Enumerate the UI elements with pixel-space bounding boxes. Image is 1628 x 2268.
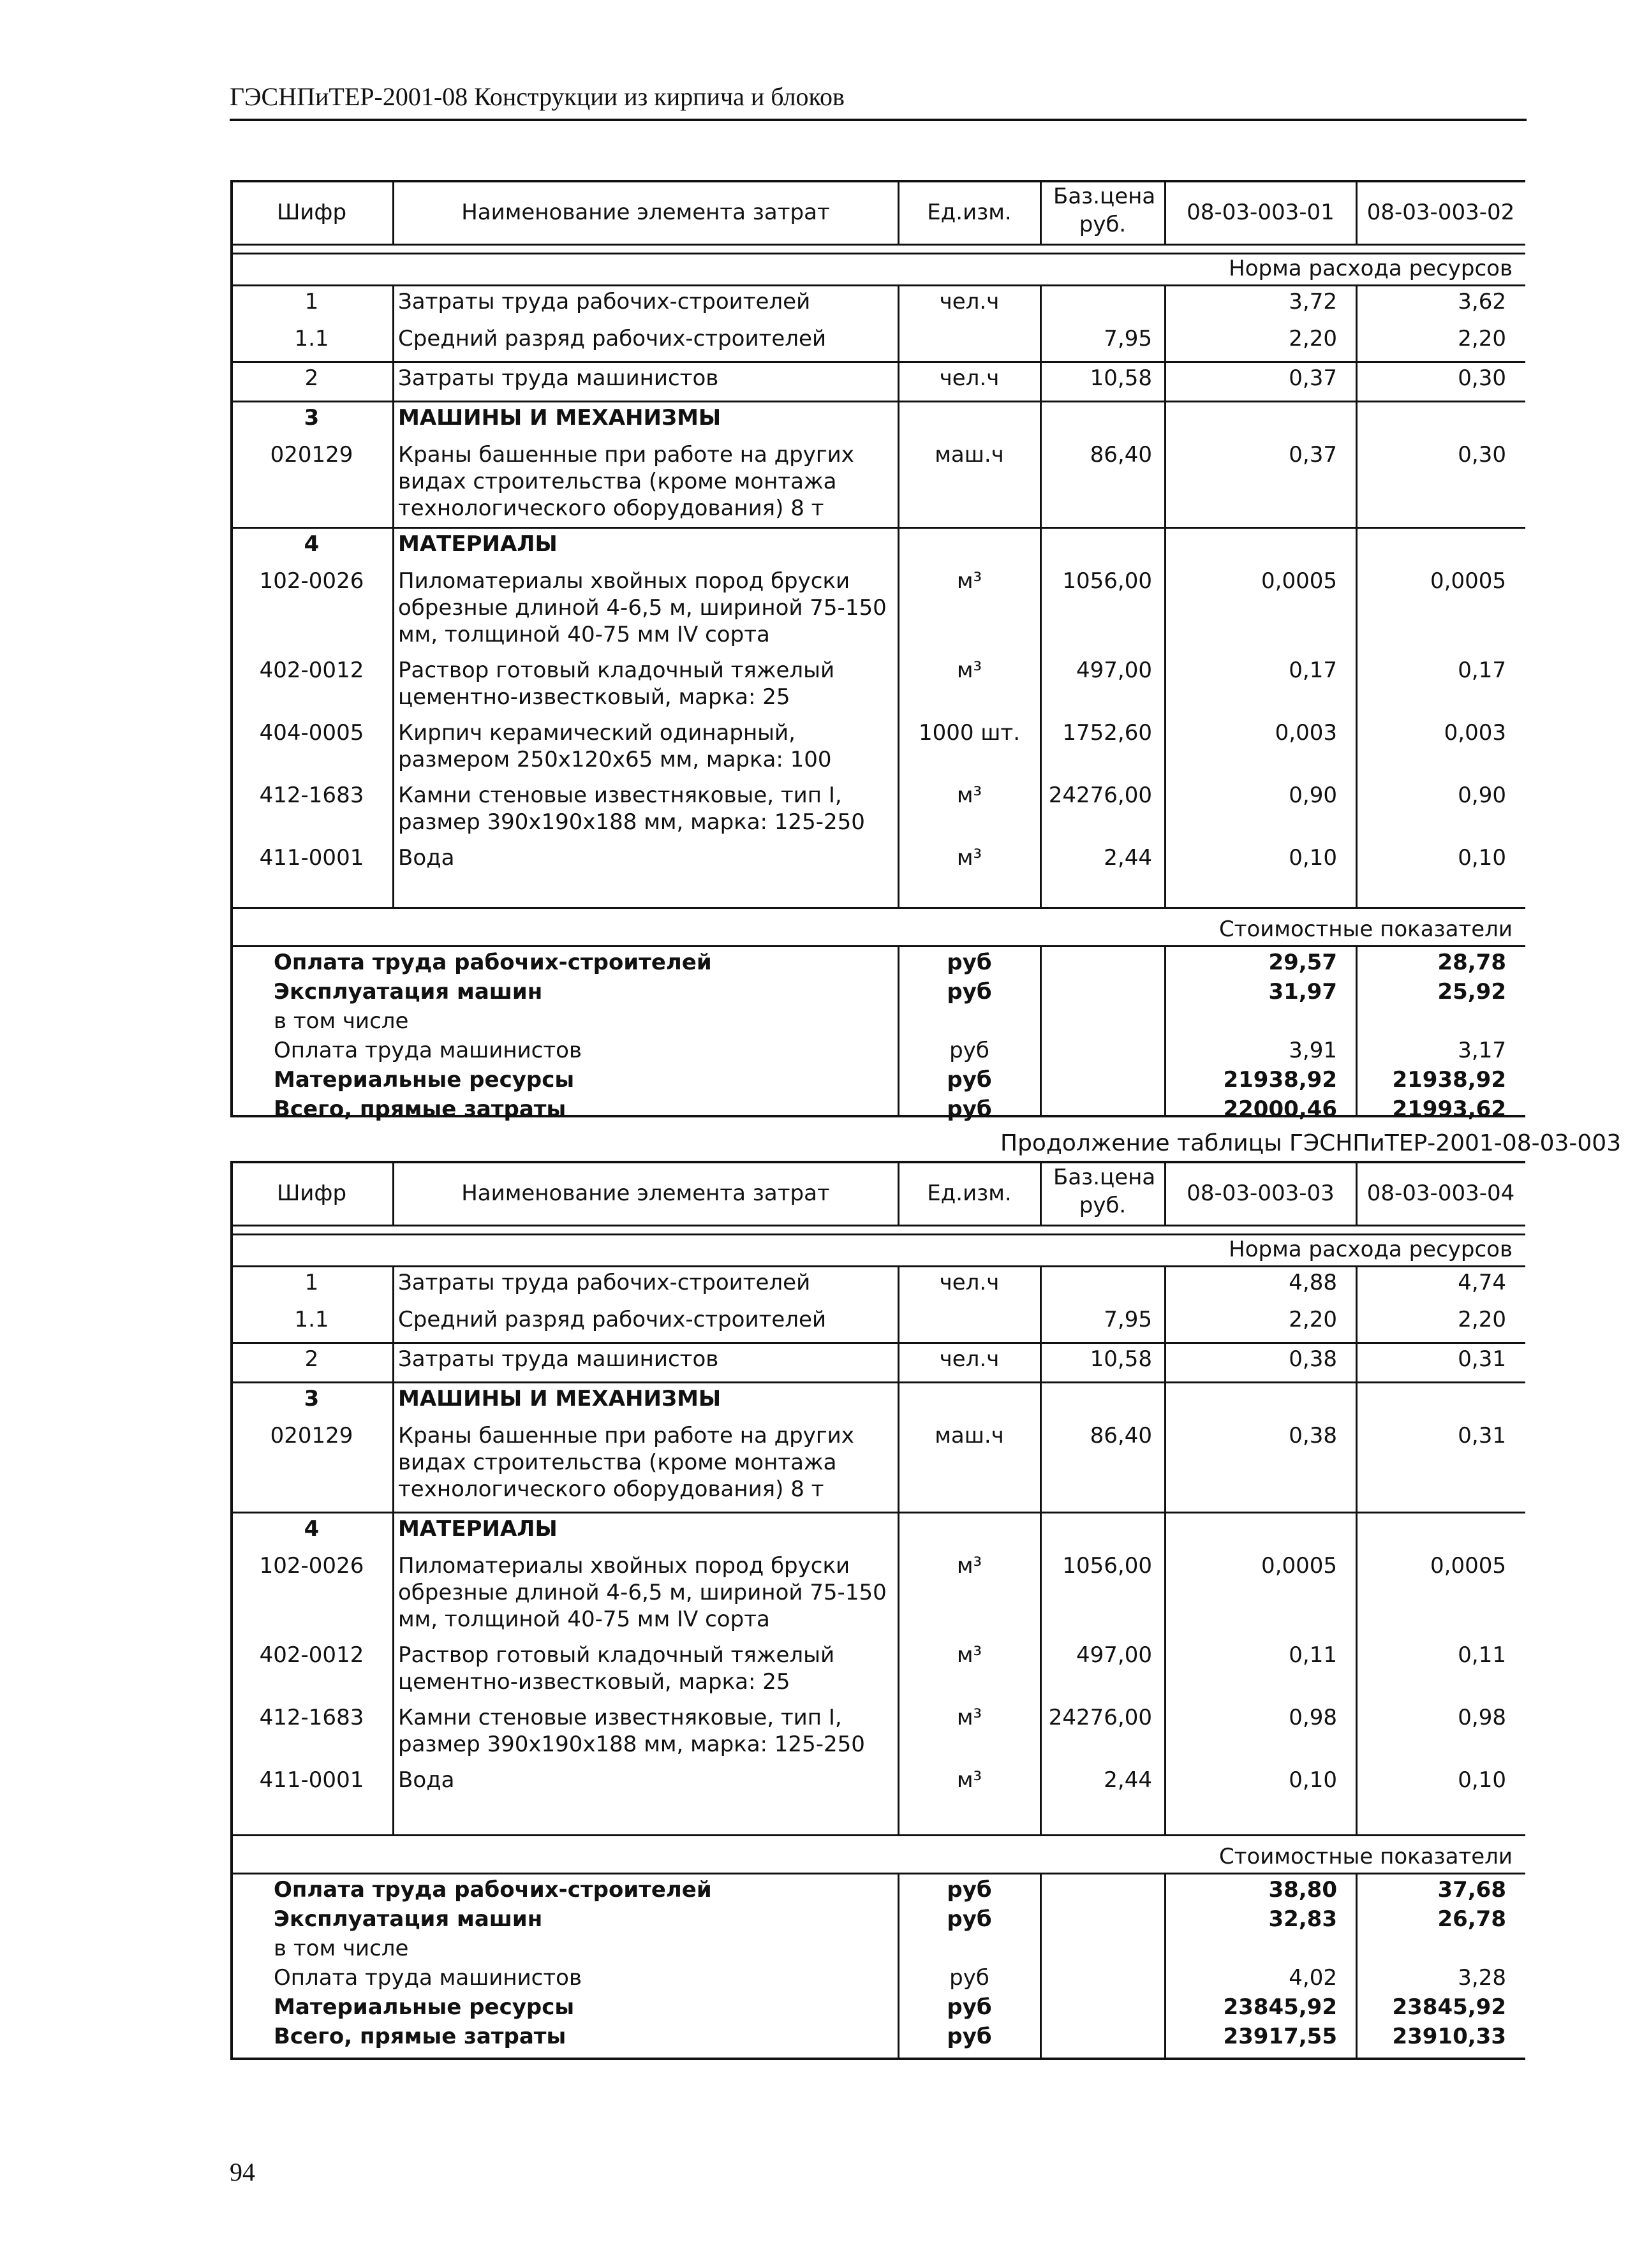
column-rule bbox=[1164, 180, 1166, 244]
col-header-code: Шифр bbox=[276, 200, 347, 225]
cost-label: Всего, прямые затраты bbox=[274, 1096, 566, 1122]
row-price: 2,44 bbox=[1104, 1767, 1152, 1793]
cost-label: Материальные ресурсы bbox=[274, 1994, 575, 2020]
row-unit: м³ bbox=[956, 1553, 982, 1579]
col-header-code-a: 08-03-003-01 bbox=[1187, 200, 1335, 225]
row-value-a: 0,98 bbox=[1289, 1705, 1337, 1730]
row-price: 24276,00 bbox=[1048, 783, 1152, 808]
cost-label: в том числе bbox=[274, 1936, 409, 1961]
cost-value-a: 22000,46 bbox=[1223, 1096, 1337, 1122]
cost-unit: руб bbox=[947, 1096, 992, 1122]
row-name: Краны башенные при работе на других видах строительства (кроме монтажа технологического оборудования) 8 т bbox=[398, 1423, 854, 1502]
row-value-a: 4,88 bbox=[1289, 1270, 1337, 1295]
cost-unit: руб bbox=[949, 1038, 989, 1063]
row-code: 3 bbox=[304, 405, 320, 431]
row-code: 020129 bbox=[270, 442, 353, 468]
row-unit: м³ bbox=[956, 845, 982, 871]
row-name: Затраты труда машинистов bbox=[398, 365, 719, 391]
column-rule bbox=[1356, 1161, 1358, 1225]
row-name: МАТЕРИАЛЫ bbox=[398, 1516, 558, 1542]
row-name: Затраты труда рабочих-строителей bbox=[398, 289, 811, 314]
row-price: 1056,00 bbox=[1062, 568, 1152, 594]
section-divider bbox=[230, 1873, 1525, 1874]
row-name: Камни стеновые известняковые, тип I, размер 390х190х188 мм, марка: 125-250 bbox=[398, 1705, 865, 1757]
cost-value-a: 3,91 bbox=[1289, 1038, 1337, 1063]
column-rule bbox=[392, 1161, 394, 1225]
cost-unit: руб bbox=[947, 979, 992, 1005]
row-unit: 1000 шт. bbox=[918, 720, 1021, 746]
continuation-caption: Продолжение таблицы ГЭСНПиТЕР-2001-08-03-003 bbox=[1000, 1130, 1622, 1156]
cost-value-b: 23910,33 bbox=[1392, 2024, 1506, 2049]
row-divider bbox=[230, 527, 1525, 529]
row-name: Пиломатериалы хвойных пород бруски обрезные длиной 4-6,5 м, шириной 75-150 мм, толщиной 40-75 мм IV сорта bbox=[398, 568, 887, 647]
section-norm-label: Норма расхода ресурсов bbox=[1229, 256, 1513, 281]
cost-value-b: 21938,92 bbox=[1392, 1067, 1506, 1093]
row-code: 3 bbox=[304, 1386, 320, 1411]
header-divider-double bbox=[230, 253, 1525, 254]
row-code: 2 bbox=[304, 1346, 319, 1372]
cost-value-b: 3,28 bbox=[1458, 1965, 1506, 1991]
row-value-a: 0,11 bbox=[1289, 1642, 1337, 1668]
page-number: 94 bbox=[230, 2158, 255, 2186]
cost-table-2 bbox=[230, 1161, 1525, 2060]
row-code: 404-0005 bbox=[259, 720, 364, 746]
row-name: Средний разряд рабочих-строителей bbox=[398, 326, 827, 351]
row-value-a: 0,37 bbox=[1289, 442, 1337, 468]
row-divider bbox=[230, 1512, 1525, 1513]
cost-value-a: 31,97 bbox=[1268, 979, 1337, 1005]
row-value-b: 2,20 bbox=[1458, 326, 1506, 351]
column-rule bbox=[1356, 180, 1358, 244]
row-value-a: 2,20 bbox=[1289, 326, 1337, 351]
cost-unit: руб bbox=[947, 1994, 992, 2020]
row-unit: м³ bbox=[956, 1767, 982, 1793]
row-divider bbox=[230, 1381, 1525, 1383]
row-value-b: 0,31 bbox=[1458, 1423, 1506, 1448]
row-name: Камни стеновые известняковые, тип I, размер 390х190х188 мм, марка: 125-250 bbox=[398, 783, 865, 835]
cost-value-a: 21938,92 bbox=[1223, 1067, 1337, 1093]
cost-value-b: 25,92 bbox=[1437, 979, 1506, 1005]
row-unit: м³ bbox=[956, 568, 982, 594]
column-rule bbox=[898, 180, 899, 244]
row-code: 1.1 bbox=[294, 1307, 329, 1332]
row-value-a: 0,10 bbox=[1289, 845, 1337, 871]
table-frame bbox=[230, 180, 1525, 1117]
row-value-b: 0,003 bbox=[1444, 720, 1506, 746]
row-value-b: 0,10 bbox=[1458, 845, 1506, 871]
row-value-b: 0,98 bbox=[1458, 1705, 1506, 1730]
col-header-price: Баз.цена руб. bbox=[1053, 184, 1156, 237]
row-name: Вода bbox=[398, 1767, 455, 1793]
row-divider bbox=[230, 361, 1525, 363]
row-code: 402-0012 bbox=[259, 1642, 364, 1668]
row-value-a: 2,20 bbox=[1289, 1307, 1337, 1332]
column-rule bbox=[392, 180, 394, 244]
row-value-a: 0,003 bbox=[1275, 720, 1337, 746]
row-name: Затраты труда машинистов bbox=[398, 1346, 719, 1372]
cost-label: Эксплуатация машин bbox=[274, 979, 543, 1005]
row-value-a: 0,10 bbox=[1289, 1767, 1337, 1793]
row-value-a: 0,90 bbox=[1289, 783, 1337, 808]
col-header-code-b: 08-03-003-02 bbox=[1366, 200, 1515, 225]
cost-label: Оплата труда рабочих-строителей bbox=[274, 950, 712, 975]
section-cost-label: Стоимостные показатели bbox=[1218, 917, 1513, 942]
row-code: 411-0001 bbox=[259, 1767, 364, 1793]
row-price: 1056,00 bbox=[1062, 1553, 1152, 1579]
row-price: 497,00 bbox=[1076, 658, 1152, 683]
row-code: 2 bbox=[304, 365, 319, 391]
page-header: ГЭСНПиТЕР-2001-08 Конструкции из кирпича и блоков bbox=[230, 82, 845, 111]
row-value-b: 0,30 bbox=[1458, 365, 1506, 391]
row-price: 24276,00 bbox=[1048, 1705, 1152, 1730]
cost-value-b: 23845,92 bbox=[1392, 1994, 1506, 2020]
cost-label: Всего, прямые затраты bbox=[274, 2024, 566, 2049]
cost-label: в том числе bbox=[274, 1008, 409, 1034]
row-divider bbox=[230, 401, 1525, 402]
row-name: Раствор готовый кладочный тяжелый цементно-известковый, марка: 25 bbox=[398, 658, 835, 710]
cost-label: Оплата труда машинистов bbox=[274, 1038, 582, 1063]
row-code: 4 bbox=[304, 1516, 320, 1542]
row-price: 86,40 bbox=[1090, 1423, 1152, 1448]
row-unit: чел.ч bbox=[939, 1270, 1000, 1295]
row-name: Вода bbox=[398, 845, 455, 871]
row-unit: чел.ч bbox=[939, 365, 1000, 391]
row-price: 2,44 bbox=[1104, 845, 1152, 871]
col-header-name: Наименование элемента затрат bbox=[461, 200, 830, 225]
column-rule bbox=[898, 1161, 899, 1225]
section-divider bbox=[230, 907, 1525, 909]
row-code: 4 bbox=[304, 531, 320, 557]
row-unit: маш.ч bbox=[935, 1423, 1004, 1448]
row-unit: м³ bbox=[956, 783, 982, 808]
row-name: Краны башенные при работе на других видах строительства (кроме монтажа технологического оборудования) 8 т bbox=[398, 442, 854, 521]
row-price: 1752,60 bbox=[1062, 720, 1152, 746]
row-code: 102-0026 bbox=[259, 1553, 364, 1579]
row-code: 412-1683 bbox=[259, 783, 364, 808]
row-name: МАШИНЫ И МЕХАНИЗМЫ bbox=[398, 1386, 722, 1411]
row-value-a: 0,38 bbox=[1289, 1346, 1337, 1372]
cost-label: Оплата труда машинистов bbox=[274, 1965, 582, 1991]
cost-unit: руб bbox=[949, 1965, 989, 1991]
section-cost-label: Стоимостные показатели bbox=[1218, 1844, 1513, 1869]
row-value-b: 0,31 bbox=[1458, 1346, 1506, 1372]
row-name: Кирпич керамический одинарный, размером 250х120х65 мм, марка: 100 bbox=[398, 720, 832, 772]
col-header-name: Наименование элемента затрат bbox=[461, 1181, 830, 1206]
row-code: 020129 bbox=[270, 1423, 353, 1448]
cost-value-b: 21993,62 bbox=[1392, 1096, 1506, 1122]
row-code: 1 bbox=[304, 1270, 319, 1295]
cost-value-a: 23845,92 bbox=[1223, 1994, 1337, 2020]
row-value-b: 0,0005 bbox=[1430, 1553, 1506, 1579]
cost-value-b: 3,17 bbox=[1458, 1038, 1506, 1063]
cost-value-b: 26,78 bbox=[1437, 1906, 1506, 1932]
row-name: Пиломатериалы хвойных пород бруски обрезные длиной 4-6,5 м, шириной 75-150 мм, толщиной 40-75 мм IV сорта bbox=[398, 1553, 887, 1632]
section-norm-label: Норма расхода ресурсов bbox=[1229, 1237, 1513, 1262]
row-value-b: 0,17 bbox=[1458, 658, 1506, 683]
row-value-a: 0,37 bbox=[1289, 365, 1337, 391]
row-value-b: 0,30 bbox=[1458, 442, 1506, 468]
section-divider bbox=[230, 1265, 1525, 1267]
row-value-b: 0,0005 bbox=[1430, 568, 1506, 594]
cost-value-a: 29,57 bbox=[1268, 950, 1337, 975]
row-code: 1.1 bbox=[294, 326, 329, 351]
row-value-b: 4,74 bbox=[1458, 1270, 1506, 1295]
cost-label: Оплата труда рабочих-строителей bbox=[274, 1877, 712, 1903]
section-divider bbox=[230, 284, 1525, 286]
row-code: 102-0026 bbox=[259, 568, 364, 594]
row-value-b: 0,11 bbox=[1458, 1642, 1506, 1668]
row-code: 1 bbox=[304, 289, 319, 314]
row-name: МАШИНЫ И МЕХАНИЗМЫ bbox=[398, 405, 722, 431]
row-value-b: 3,62 bbox=[1458, 289, 1506, 314]
row-unit: м³ bbox=[956, 1642, 982, 1668]
row-name: Средний разряд рабочих-строителей bbox=[398, 1307, 827, 1332]
cost-label: Эксплуатация машин bbox=[274, 1906, 543, 1932]
row-value-a: 0,0005 bbox=[1261, 568, 1337, 594]
col-header-unit: Ед.изм. bbox=[927, 1181, 1012, 1206]
column-rule bbox=[1164, 1161, 1166, 1225]
col-header-code-b: 08-03-003-04 bbox=[1366, 1181, 1515, 1206]
col-header-code-a: 08-03-003-03 bbox=[1187, 1181, 1335, 1206]
row-unit: м³ bbox=[956, 658, 982, 683]
row-price: 10,58 bbox=[1090, 1346, 1152, 1372]
col-header-price: Баз.цена руб. bbox=[1053, 1165, 1156, 1218]
row-value-a: 0,38 bbox=[1289, 1423, 1337, 1448]
row-value-b: 0,10 bbox=[1458, 1767, 1506, 1793]
cost-value-b: 37,68 bbox=[1437, 1877, 1506, 1903]
row-code: 402-0012 bbox=[259, 658, 364, 683]
section-divider bbox=[230, 945, 1525, 947]
row-price: 10,58 bbox=[1090, 365, 1152, 391]
row-price: 86,40 bbox=[1090, 442, 1152, 468]
cost-label: Материальные ресурсы bbox=[274, 1067, 575, 1093]
cost-unit: руб bbox=[947, 1906, 992, 1932]
row-unit: м³ bbox=[956, 1705, 982, 1730]
section-divider bbox=[230, 1834, 1525, 1836]
row-unit: чел.ч bbox=[939, 289, 1000, 314]
column-rule bbox=[1040, 180, 1042, 244]
col-header-code: Шифр bbox=[276, 1181, 347, 1206]
header-divider bbox=[230, 244, 1525, 246]
row-code: 412-1683 bbox=[259, 1705, 364, 1730]
row-name: Раствор готовый кладочный тяжелый цементно-известковый, марка: 25 bbox=[398, 1642, 835, 1695]
row-name: Затраты труда рабочих-строителей bbox=[398, 1270, 811, 1295]
row-value-a: 3,72 bbox=[1289, 289, 1337, 314]
row-divider bbox=[230, 1342, 1525, 1344]
row-value-b: 2,20 bbox=[1458, 1307, 1506, 1332]
cost-value-a: 32,83 bbox=[1268, 1906, 1337, 1932]
row-price: 497,00 bbox=[1076, 1642, 1152, 1668]
row-price: 7,95 bbox=[1104, 326, 1152, 351]
row-price: 7,95 bbox=[1104, 1307, 1152, 1332]
row-unit: маш.ч bbox=[935, 442, 1004, 468]
column-rule bbox=[1040, 1161, 1042, 1225]
row-code: 411-0001 bbox=[259, 845, 364, 871]
row-value-a: 0,17 bbox=[1289, 658, 1337, 683]
cost-unit: руб bbox=[947, 950, 992, 975]
header-rule bbox=[230, 119, 1527, 121]
row-name: МАТЕРИАЛЫ bbox=[398, 531, 558, 557]
cost-unit: руб bbox=[947, 2024, 992, 2049]
cost-table-1 bbox=[230, 180, 1525, 1122]
cost-value-b: 28,78 bbox=[1437, 950, 1506, 975]
col-header-unit: Ед.изм. bbox=[927, 200, 1012, 225]
cost-unit: руб bbox=[947, 1877, 992, 1903]
header-divider bbox=[230, 1225, 1525, 1226]
cost-unit: руб bbox=[947, 1067, 992, 1093]
cost-value-a: 38,80 bbox=[1268, 1877, 1337, 1903]
row-value-b: 0,90 bbox=[1458, 783, 1506, 808]
cost-value-a: 23917,55 bbox=[1223, 2024, 1337, 2049]
header-divider-double bbox=[230, 1233, 1525, 1235]
row-value-a: 0,0005 bbox=[1261, 1553, 1337, 1579]
row-unit: чел.ч bbox=[939, 1346, 1000, 1372]
cost-value-a: 4,02 bbox=[1289, 1965, 1337, 1991]
